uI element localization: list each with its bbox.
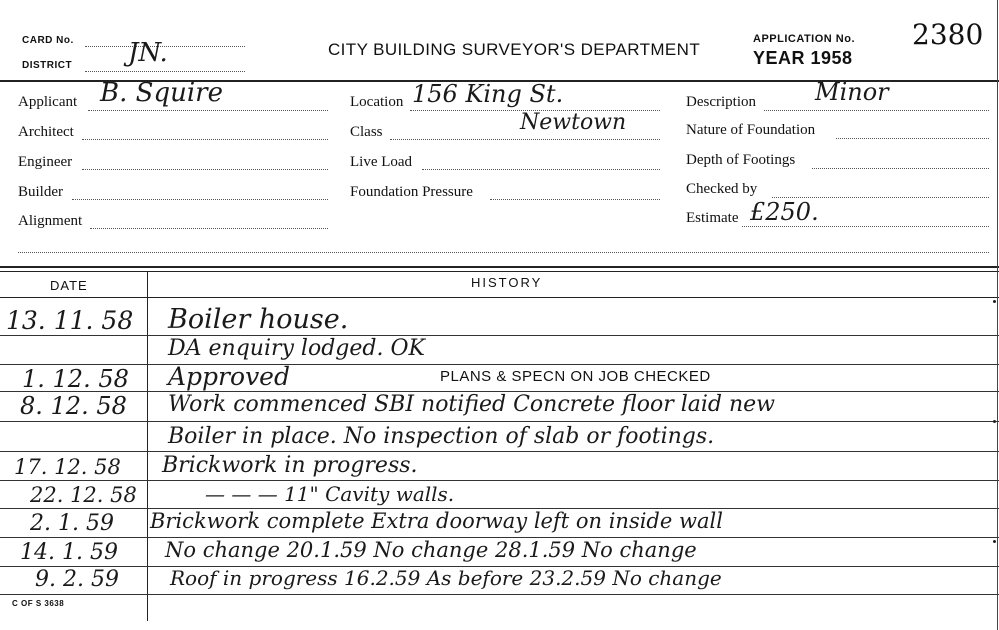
- history-entry: Boiler house.: [168, 304, 349, 335]
- class-line: [390, 139, 660, 140]
- alignment-line: [90, 228, 328, 229]
- checked-by-label: Checked by: [686, 181, 758, 197]
- history-top-rule-2: [0, 271, 999, 272]
- plans-checked-stamp: PLANS & SPECN ON JOB CHECKED: [440, 368, 711, 385]
- alignment-label: Alignment: [18, 213, 83, 229]
- depth-of-footings-label: Depth of Footings: [686, 152, 796, 168]
- description-label: Description: [686, 94, 756, 110]
- date-column-divider: [147, 271, 148, 621]
- estimate-value: £250.: [750, 198, 819, 226]
- card-right-edge: [997, 0, 998, 630]
- history-entry: Approved: [168, 362, 290, 391]
- field-bottom-line: [18, 252, 989, 253]
- row-line: [0, 364, 999, 365]
- foundation-pressure-label: Foundation Pressure: [350, 184, 473, 200]
- history-date: 2. 1. 59: [30, 511, 114, 536]
- location-value-street: 156 King St.: [412, 80, 564, 108]
- class-label: Class: [350, 124, 383, 140]
- history-entry: — — — 11" Cavity walls.: [205, 482, 455, 506]
- builder-label: Builder: [18, 184, 63, 200]
- engineer-label: Engineer: [18, 154, 73, 170]
- history-header-rule: [0, 297, 999, 298]
- punch-mark: [993, 300, 996, 303]
- year-label: YEAR 1958: [753, 48, 853, 68]
- history-entry: Work commenced SBI notified Concrete floor laid new: [168, 392, 775, 417]
- description-value: Minor: [815, 78, 889, 106]
- row-line: [0, 451, 999, 452]
- location-value-suburb: Newtown: [520, 110, 627, 135]
- history-date: 13. 11. 58: [6, 306, 134, 335]
- row-line: [0, 335, 999, 336]
- estimate-line: [742, 226, 989, 227]
- date-column-header: DATE: [50, 278, 88, 293]
- row-line: [0, 421, 999, 422]
- estimate-label: Estimate: [686, 210, 739, 226]
- location-label: Location: [350, 94, 404, 110]
- district-value: JN.: [128, 38, 168, 68]
- history-entry: Brickwork complete Extra doorway left on inside wall: [150, 509, 723, 533]
- history-date: 22. 12. 58: [30, 483, 137, 507]
- builder-line: [72, 199, 328, 200]
- punch-mark: [993, 420, 996, 423]
- live-load-label: Live Load: [350, 154, 413, 170]
- history-date: 8. 12. 58: [20, 392, 127, 420]
- engineer-line: [82, 169, 328, 170]
- department-title: CITY BUILDING SURVEYOR'S DEPARTMENT: [328, 40, 701, 59]
- punch-mark: [993, 540, 996, 543]
- history-date: 17. 12. 58: [14, 455, 121, 479]
- depth-line: [812, 168, 989, 169]
- history-column-header: HISTORY: [471, 275, 543, 290]
- row-line: [0, 480, 999, 481]
- history-date: 1. 12. 58: [22, 365, 129, 393]
- architect-label: Architect: [18, 124, 74, 140]
- card-no-label: CARD No.: [22, 35, 74, 46]
- history-entry: DA enquiry lodged. OK: [168, 336, 425, 361]
- history-entry: Boiler in place. No inspection of slab or footings.: [168, 424, 715, 449]
- history-top-rule: [0, 266, 999, 268]
- applicant-line: [88, 110, 328, 111]
- foundation-pressure-line: [490, 199, 660, 200]
- row-line: [0, 594, 999, 595]
- district-line: [85, 71, 245, 72]
- district-label: DISTRICT: [22, 60, 73, 71]
- applicant-label: Applicant: [18, 94, 78, 110]
- application-label: APPLICATION No.: [753, 33, 856, 45]
- application-number: 2380: [912, 18, 984, 51]
- form-code: C OF S 3638: [12, 599, 65, 608]
- history-entry: Brickwork in progress.: [162, 453, 418, 478]
- architect-line: [82, 139, 328, 140]
- live-load-line: [422, 169, 660, 170]
- history-entry: Roof in progress 16.2.59 As before 23.2.59 No change: [170, 566, 722, 590]
- applicant-value: B. Squire: [100, 78, 223, 108]
- history-entry: No change 20.1.59 No change 28.1.59 No change: [165, 538, 697, 562]
- description-line: [764, 110, 989, 111]
- history-date: 14. 1. 59: [20, 540, 118, 565]
- history-date: 9. 2. 59: [35, 567, 119, 592]
- nature-line: [836, 138, 989, 139]
- nature-of-foundation-label: Nature of Foundation: [686, 122, 816, 138]
